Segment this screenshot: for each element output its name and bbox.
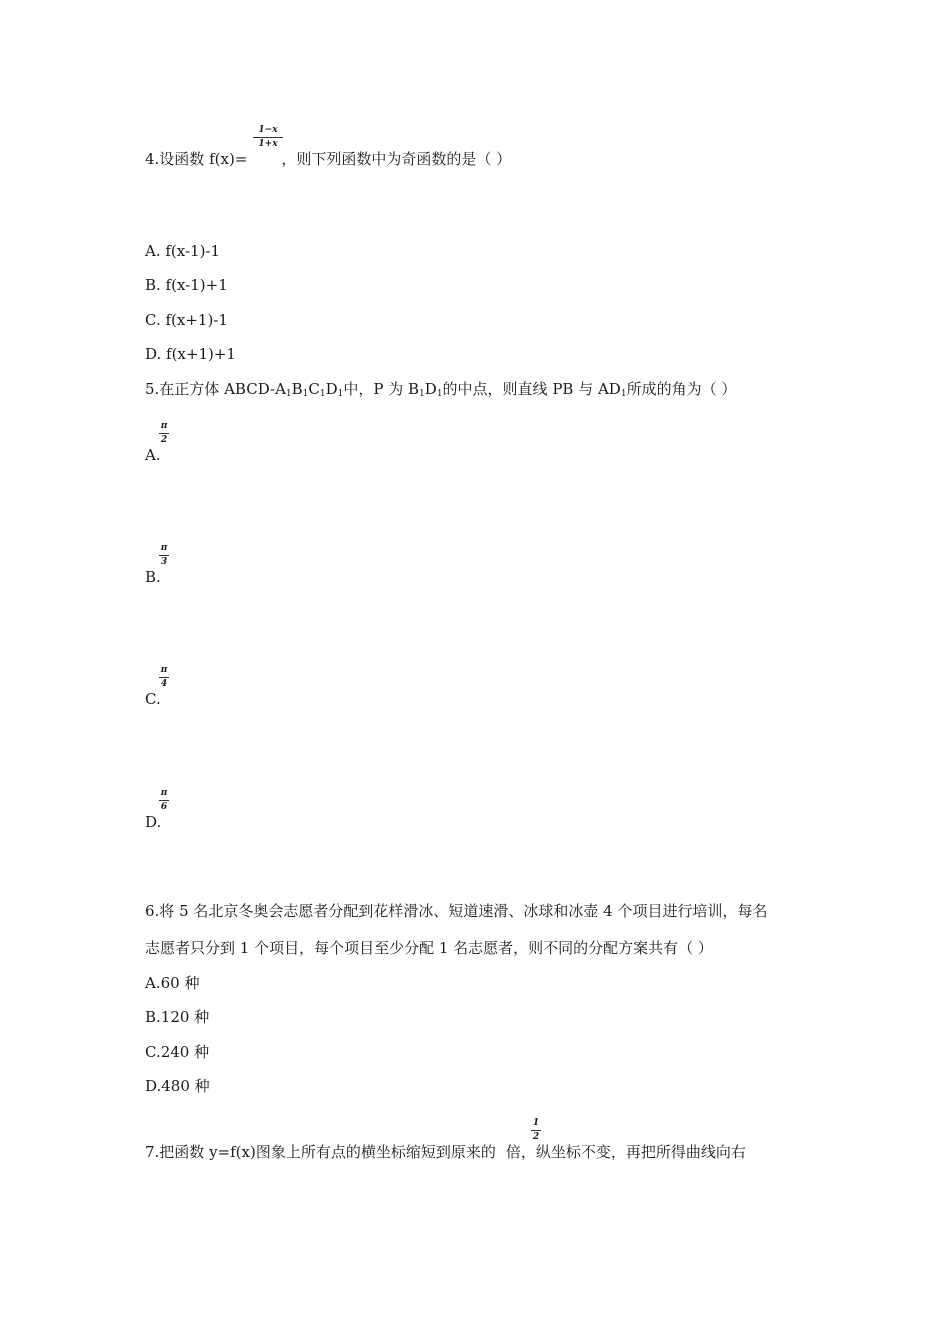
q5-option-c-label: C. (145, 690, 161, 708)
q5-option-a-fraction: π 2 (160, 421, 168, 445)
q5-option-d-label: D. (145, 813, 162, 831)
q6-stem-line-1: 6.将 5 名北京冬奥会志愿者分配到花样滑冰、短道速滑、冰球和冰壶 4 个项目进行培训，每名 (145, 902, 768, 920)
q4-option-b: B. f(x-1)+1 (145, 276, 228, 294)
q5-option-d-fraction: π 6 (160, 788, 168, 812)
q5-option-b-fraction: π 3 (160, 543, 168, 567)
q4-option-a: A. f(x-1)-1 (145, 242, 221, 260)
q4-stem: 4.设函数 f(x)= ，则下列函数中为奇函数的是（ ） (145, 150, 512, 168)
q5-stem: 5.在正方体 ABCD-$A_1B_1C_1D_1$中，P 为 $B_1D_1$的中点，则直线 PB 与 $AD_1$所成的角为（ ） (145, 380, 737, 399)
q4-fraction: 1−x 1+x (253, 125, 283, 150)
q6-option-c: C.240 种 (145, 1043, 210, 1061)
q5-option-a-label: A. (145, 446, 161, 464)
q5-option-b-label: B. (145, 568, 161, 586)
q6-stem-line-2: 志愿者只分到 1 个项目，每个项目至少分配 1 名志愿者，则不同的分配方案共有（ ） (145, 939, 713, 957)
q6-option-d: D.480 种 (145, 1077, 210, 1095)
q7-fraction: 1 2 (532, 1118, 540, 1142)
q4-option-c: C. f(x+1)-1 (145, 311, 228, 329)
q6-option-a: A.60 种 (145, 974, 200, 992)
q6-option-b: B.120 种 (145, 1008, 210, 1026)
q4-option-d: D. f(x+1)+1 (145, 345, 236, 363)
q7-stem: 7.把函数 y=f(x)图象上所有点的横坐标缩短到原来的 倍，纵坐标不变，再把所得曲线向右 (145, 1143, 746, 1161)
q5-option-c-fraction: π 4 (160, 665, 168, 689)
